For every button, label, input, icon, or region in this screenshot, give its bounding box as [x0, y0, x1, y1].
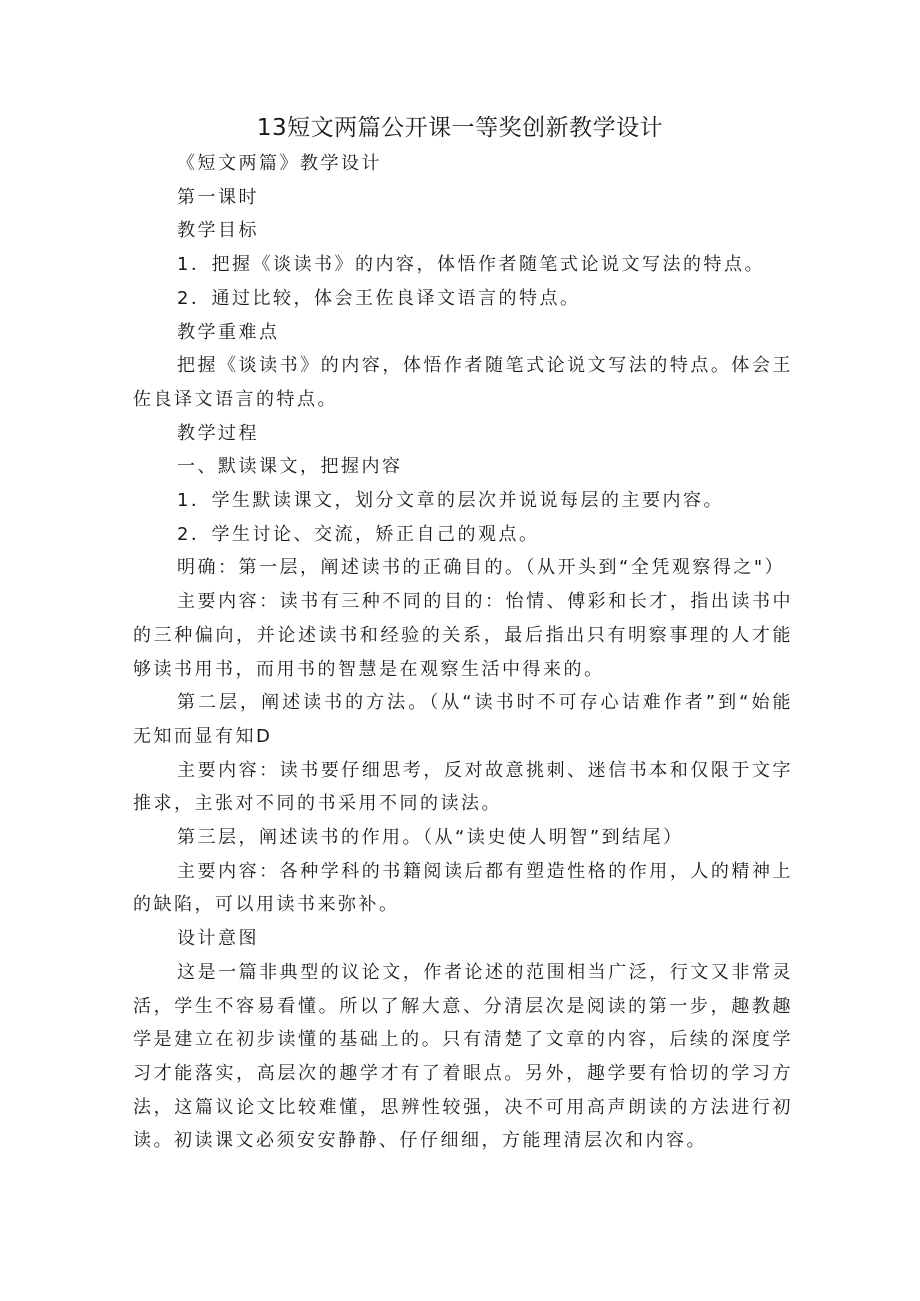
document-body — [133, 147, 793, 1158]
paragraph: 设计意图 — [177, 928, 259, 950]
paragraph: 第一课时 — [177, 186, 259, 208]
document-title: 13短文两篇公开课一等奖创新教学设计 — [256, 115, 664, 141]
paragraph: 主要内容：读书要仔细思考，反对故意挑刺、迷信书本和仅限于文字推求，主张对不同的书采用不同的读法。 — [133, 759, 793, 815]
paragraph: 《短文两篇》教学设计 — [177, 153, 382, 174]
paragraph: 1．把握《谈读书》的内容，体悟作者随笔式论说文写法的特点。 — [177, 254, 765, 276]
paragraph: 主要内容：读书有三种不同的目的：怡情、傅彩和长才，指出读书中的三种偏向，并论述读书和经验的关系，最后指出只有明察事理的人才能够读书用书，而用书的智慧是在观察生活中得来的。 — [133, 591, 793, 680]
paragraph: 教学目标 — [177, 220, 259, 242]
paragraph: 第二层，阐述读书的方法。（从“读书时不可存心诘难作者”到“始能无知而显有知D — [133, 692, 793, 747]
paragraph: 主要内容：各种学科的书籍阅读后都有塑造性格的作用，人的精神上的缺陷，可以用读书来弥补。 — [133, 860, 793, 916]
paragraph: 明确：第一层，阐述读书的正确目的。（从开头到“全凭观察得之"） — [177, 557, 786, 579]
paragraph: 1．学生默读课文，划分文章的层次并说说每层的主要内容。 — [177, 490, 724, 512]
paragraph: 2．通过比较，体会王佐良译文语言的特点。 — [177, 287, 581, 309]
paragraph: 这是一篇非典型的议论文，作者论述的范围相当广泛，行文又非常灵活，学生不容易看懂。所以了解大意、分清层次是阅读的第一步，趣教趣学是建立在初步读懂的基础上的。只有清楚了文章的内容，后续的深度学习才能落实，高层次的趣学才有了着眼点。另外，趣学要有恰切的学习方法，这篇议论文比较难懂，思辨性较强，决不可用高声朗读的方法进行初读。初读课文必须安安静静、仔仔细细，方能理清层次和内容。 — [133, 961, 793, 1152]
paragraph: 第三层，阐述读书的作用。（从“读史使人明智”到结尾） — [177, 827, 684, 849]
paragraph: 教学过程 — [177, 422, 259, 444]
paragraph: 一、默读课文，把握内容 — [177, 456, 403, 478]
paragraph: 教学重难点 — [177, 321, 280, 343]
paragraph: 把握《谈读书》的内容，体悟作者随笔式论说文写法的特点。体会王佐良译文语言的特点。 — [133, 355, 793, 410]
paragraph: 2．学生讨论、交流，矫正自己的观点。 — [177, 523, 540, 545]
